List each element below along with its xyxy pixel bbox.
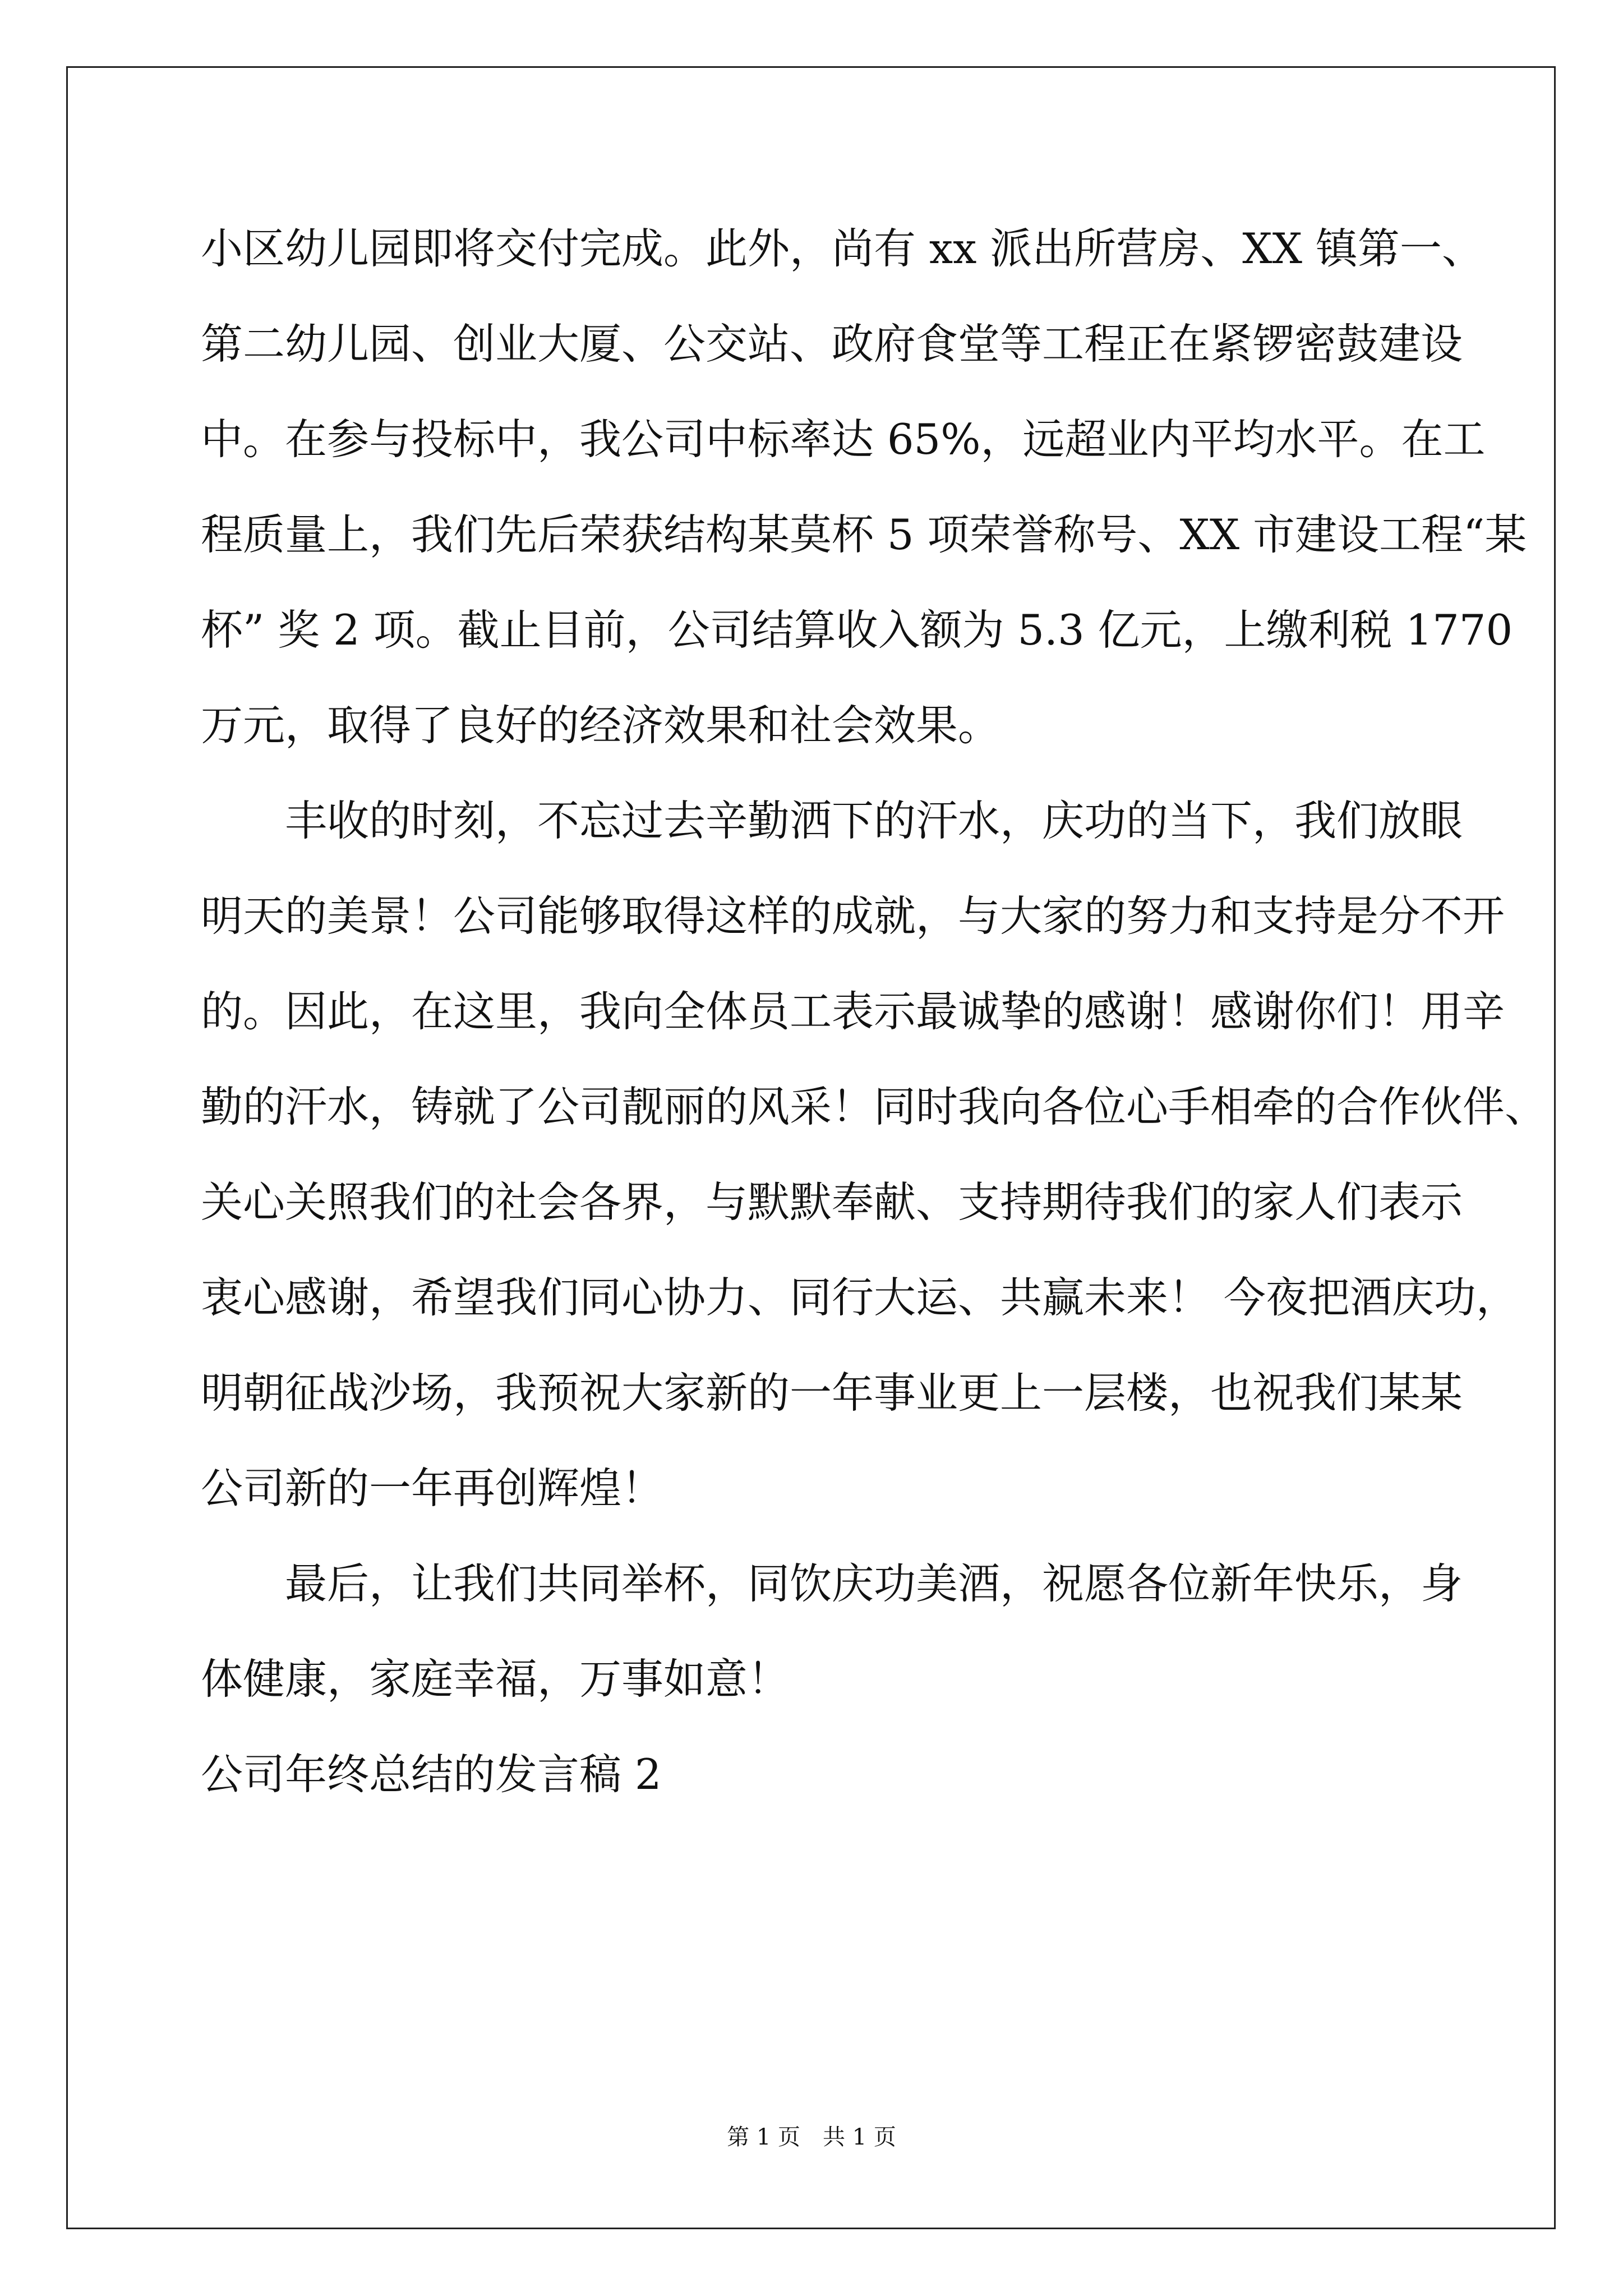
- body-line: 的。因此，在这里，我向全体员工表示最诚挚的感谢！感谢你们！用辛: [201, 987, 1505, 1036]
- body-line: 中。在参与投标中，我公司中标率达 65%，远超业内平均水平。在工: [201, 415, 1486, 464]
- page-footer: 第 1 页 共 1 页: [727, 2124, 896, 2150]
- body-line: 程质量上，我们先后荣获结构某莫杯 5 项荣誉称号、XX 市建设工程“某: [201, 510, 1527, 559]
- body-line: 衷心感谢，希望我们同心协力、同行大运、共赢未来！ 今夜把酒庆功，: [201, 1273, 1518, 1322]
- paragraph-start-line: 最后，让我们共同举杯，同饮庆功美酒，祝愿各位新年快乐，身: [285, 1559, 1463, 1608]
- body-line: 明天的美景！公司能够取得这样的成就，与大家的努力和支持是分不开: [201, 891, 1505, 941]
- body-line: 杯” 奖 2 项。截止目前，公司结算收入额为 5.3 亿元，上缴利税 1770: [201, 605, 1513, 655]
- body-line: 明朝征战沙场，我预祝大家新的一年事业更上一层楼，也祝我们某某: [201, 1368, 1463, 1418]
- body-line: 公司新的一年再创辉煌！: [201, 1464, 664, 1513]
- body-line: 关心关照我们的社会各界，与默默奉献、支持期待我们的家人们表示: [201, 1177, 1463, 1227]
- paragraph-start-line: 丰收的时刻，不忘过去辛勤洒下的汗水，庆功的当下，我们放眼: [285, 796, 1463, 845]
- body-line: 勤的汗水，铸就了公司靓丽的风采！同时我向各位心手相牵的合作伙伴、: [201, 1082, 1547, 1131]
- body-line: 万元，取得了良好的经济效果和社会效果。: [201, 701, 1000, 750]
- body-line: 小区幼儿园即将交付完成。此外，尚有 xx 派出所营房、XX 镇第一、: [201, 224, 1484, 273]
- body-line: 体健康，家庭幸福，万事如意！: [201, 1654, 790, 1704]
- body-line: 第二幼儿园、创业大厦、公交站、政府食堂等工程正在紧锣密鼓建设: [201, 319, 1463, 369]
- section-heading: 公司年终总结的发言稿 2: [201, 1750, 662, 1799]
- document-body: [201, 201, 1547, 1822]
